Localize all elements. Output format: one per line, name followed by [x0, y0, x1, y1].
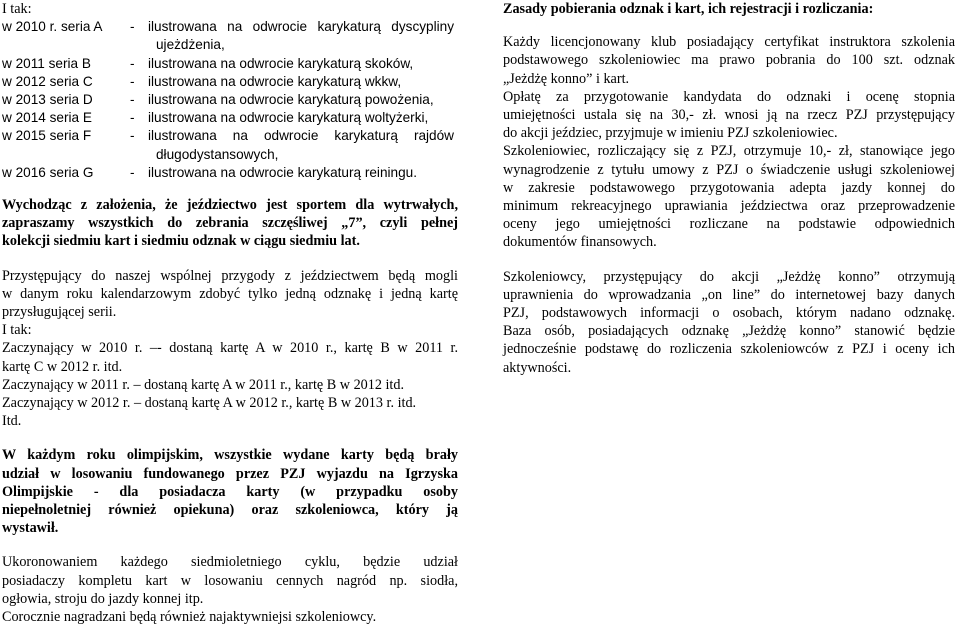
- text-line: Opłatę za przygotowanie kandydata do odznaki i ocenę stopnia: [503, 88, 955, 105]
- seven-collection-paragraph: [2, 196, 458, 251]
- text-line: W każdym roku olimpijskim, wszystkie wydane karty będą brały: [2, 447, 458, 464]
- text-line: wynagrodzenie z tytułu umowy z PZJ o świadczenie usługi szkoleniowej: [503, 161, 955, 178]
- text-line: Corocznie nagradzani będą również najaktywniejsi szkoleniowcy.: [2, 608, 377, 625]
- text-line: w danym roku kalendarzowym zdobyć tylko jedną odznakę i jedną kartę: [2, 285, 458, 302]
- series-desc: ilustrowana na odwrocie karykaturą wkkw,: [148, 73, 402, 89]
- series-dash: -: [130, 19, 135, 35]
- left-column: [2, 0, 458, 626]
- series-row-a: [2, 18, 458, 36]
- text-line: Każdy licencjonowany klub posiadający certyfikat instruktora szkolenia: [503, 34, 955, 51]
- series-desc: ilustrowana na odwrocie karykaturą woltyżerki,: [148, 110, 429, 126]
- series-label: w 2014 seria E: [2, 110, 92, 126]
- text-line: Ukoronowaniem każdego siedmioletniego cyklu, będzie udział: [2, 554, 458, 571]
- text-line: przysługującej serii.: [2, 303, 117, 320]
- series-desc: ilustrowana na odwrocie karykaturą reiningu.: [148, 164, 417, 180]
- series-row-b: [2, 55, 458, 73]
- text-line: podstawowego szkoleniowiec ma prawo pobrania do 100 szt. odznak: [503, 52, 955, 69]
- text-line: Itd.: [2, 413, 22, 430]
- series-label: w 2010 r. seria A: [2, 19, 103, 35]
- text-line: minimum rekreacyjnego uprawiania jeździectwa oraz przeprowadzenie: [503, 198, 955, 215]
- text-line: Szkoleniowcy, przystępujący do akcji „Jeżdżę konno” otrzymują: [503, 268, 955, 285]
- series-row-f: [2, 127, 458, 145]
- series-label: w 2016 seria G: [2, 164, 94, 180]
- series-desc: ujeżdżenia,: [156, 37, 225, 53]
- series-desc: ilustrowana na odwrocie karykaturą skoków,: [148, 55, 414, 71]
- text-line: kolekcji siedmiu kart i siedmiu odznak w ciągu siedmiu lat.: [2, 233, 360, 250]
- series-row-e: [2, 109, 458, 127]
- series-list: [2, 18, 458, 182]
- series-label: w 2011 seria B: [2, 55, 91, 71]
- series-label: w 2012 seria C: [2, 73, 93, 89]
- series-label: w 2013 seria D: [2, 91, 93, 107]
- text-line: Baza osób, posiadających odznakę „Jeżdżę konno” stanowić będzie: [503, 323, 955, 340]
- series-desc: ilustrowana na odwrocie karykaturą rajdów: [148, 128, 454, 144]
- series-desc: ilustrowana na odwrocie karykaturą powożenia,: [148, 91, 434, 107]
- text-line: udział w losowaniu fundowanego przez PZJ wyjazdu na Igrzyska: [2, 465, 458, 482]
- text-line: aktywności.: [503, 359, 572, 376]
- text-line: Zaczynający w 2011 r. – dostaną kartę A w 2011 r., kartę B w 2012 itd.: [2, 376, 405, 393]
- text-line: umiejętności ustala się na 30,- zł. wnosi ją na rzecz PZJ przystępujący: [503, 107, 955, 124]
- series-row-g: [2, 164, 458, 182]
- series-row-c: [2, 73, 458, 91]
- text-line: zapraszamy wszystkich do zebrania szczęśliwej „7”, czyli pełnej: [2, 215, 458, 232]
- instructors-paragraph: [503, 268, 955, 377]
- text-line: „Jeżdżę konno” i kart.: [503, 70, 630, 87]
- text-line: Wychodząc z założenia, że jeździectwo jest sportem dla wytrwałych,: [2, 196, 458, 213]
- olympic-paragraph: [2, 446, 458, 537]
- text-line: Olimpijskie - dla posiadacza karty (w przypadku osoby: [2, 483, 458, 500]
- text-line: do akcji jeździec, przyjmuje w imieniu PZJ szkoleniowiec.: [503, 125, 838, 142]
- right-column: [503, 0, 955, 377]
- text-line: Zaczynający w 2012 r. – dostaną kartę A w 2012 r., kartę B w 2013 r. itd.: [2, 394, 417, 411]
- series-dash: -: [130, 164, 135, 180]
- intro-text: I tak:: [2, 1, 32, 17]
- series-dash: -: [130, 128, 135, 144]
- text-line: uprawnienia do wprowadzania „on line” do internetowej bazy danych: [503, 286, 955, 303]
- series-desc: długodystansowych,: [156, 146, 279, 162]
- series-row-f-cont: [2, 146, 458, 164]
- text-line: oceny jego umiejętności rozliczane na podstawie odpowiednich: [503, 216, 955, 233]
- series-dash: -: [130, 91, 135, 107]
- series-label: w 2015 seria F: [2, 128, 92, 144]
- series-dash: -: [130, 110, 135, 126]
- text-line: posiadaczy kompletu kart w losowaniu cennych nagród np. siodła,: [2, 572, 458, 589]
- text-line: wystawił.: [2, 520, 59, 537]
- series-row-d: [2, 91, 458, 109]
- series-dash: -: [130, 55, 135, 71]
- rules-heading: Zasady pobierania odznak i kart, ich rejestracji i rozliczania:: [503, 1, 874, 17]
- text-line: PZJ, podstawowych informacji o osobach, którym nadano odznakę.: [503, 305, 955, 322]
- series-dash: -: [130, 73, 135, 89]
- text-line: niepełnoletniej również opiekuna) oraz szkoleniowca, który ją: [2, 501, 458, 518]
- text-line: jednocześnie podstawę do rozliczenia szkoleniowców z PZJ i oceny ich: [503, 341, 955, 358]
- text-line: Szkoleniowiec, rozliczający się z PZJ, otrzymuje 10,- zł, stanowiące jego: [503, 143, 955, 160]
- text-line: ogłowia, stroju do jazdy konnej itp.: [2, 590, 204, 607]
- text-line: dokumentów finansowych.: [503, 234, 657, 251]
- series-row-a-cont: [2, 36, 458, 54]
- text-line: w zakresie podstawowego przygotowania adepta jazdy konnej do: [503, 179, 955, 196]
- text-line: Zaczynający w 2010 r. –- dostaną kartę A w 2010 r., kartę B w 2011 r.: [2, 340, 458, 357]
- text-line: kartę C w 2012 r. itd.: [2, 358, 123, 375]
- text-line: Przystępujący do naszej wspólnej przygody z jeździectwem będą mogli: [2, 267, 458, 284]
- prizes-paragraph: [2, 553, 458, 626]
- series-desc: ilustrowana na odwrocie karykaturą dyscypliny: [148, 19, 454, 35]
- rules-paragraph: [503, 33, 955, 251]
- participation-paragraph: [2, 267, 458, 431]
- text-line: I tak:: [2, 322, 32, 339]
